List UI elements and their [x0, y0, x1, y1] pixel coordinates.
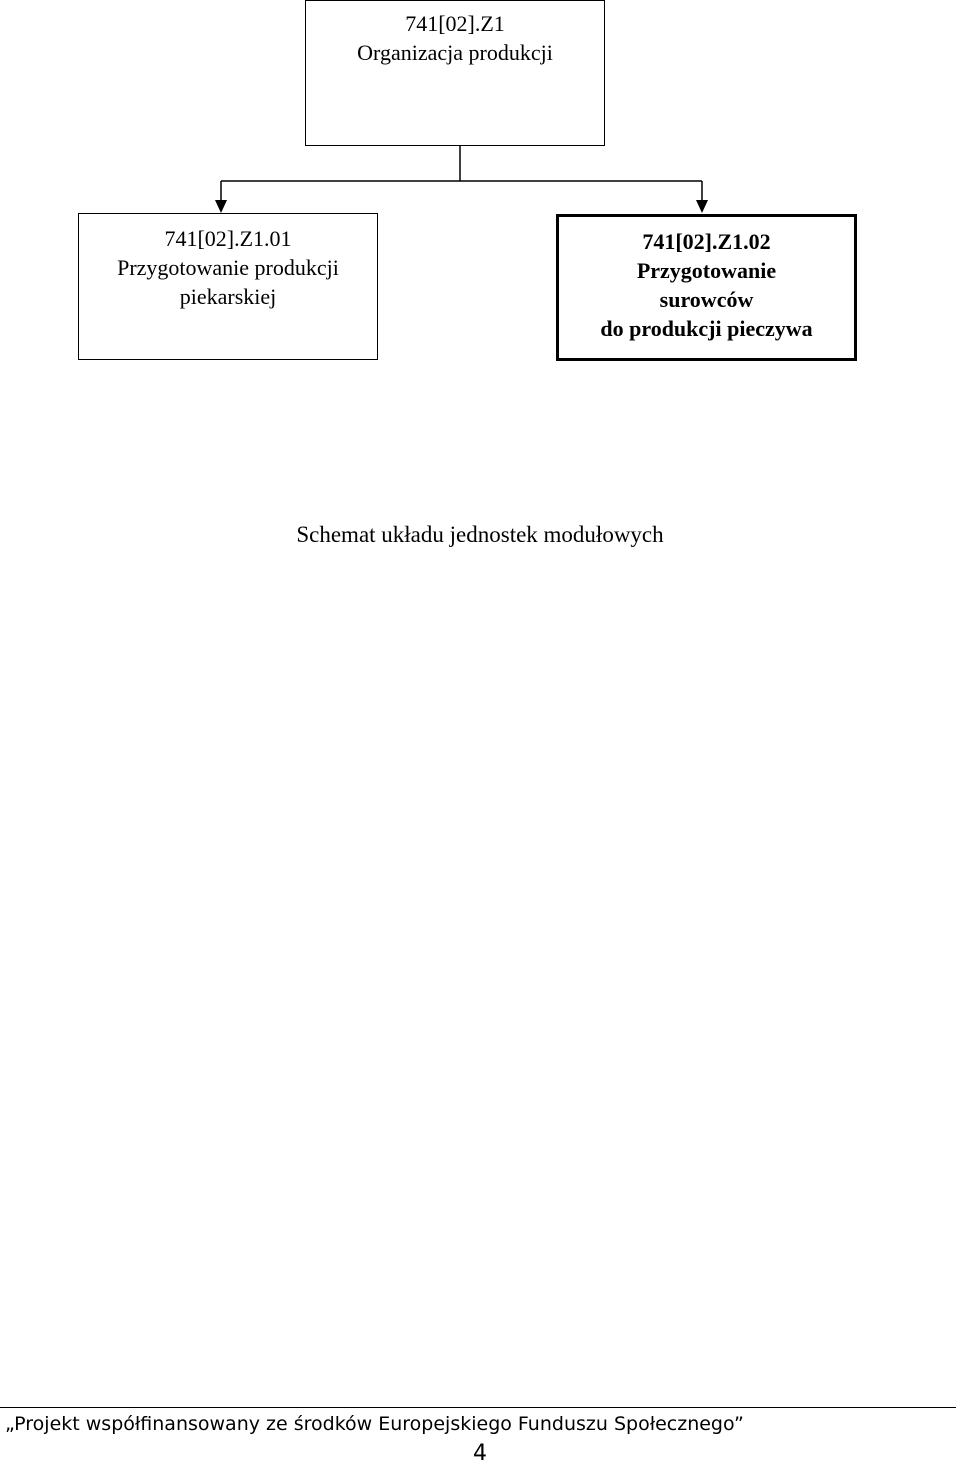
child-module-line: piekarskiej — [179, 284, 277, 309]
child-module-box-02 — [556, 214, 857, 361]
footer-divider — [0, 1407, 956, 1408]
arrowhead-right — [696, 200, 708, 213]
child-module-line: surowców — [659, 287, 754, 312]
child-module-code: 741[02].Z1.02 — [642, 229, 771, 254]
arrowhead-left — [215, 200, 227, 213]
child-module-line: Przygotowanie produkcji — [117, 255, 339, 280]
footer-project-text: „Projekt współfinansowany ze środków Europejskiego Funduszu Społecznego” — [5, 1413, 744, 1435]
child-module-box-01 — [78, 213, 378, 360]
root-module-title: Organizacja produkcji — [357, 40, 553, 65]
page-number: 4 — [473, 1441, 487, 1466]
child-module-code: 741[02].Z1.01 — [164, 226, 292, 251]
child-module-line: Przygotowanie — [636, 258, 777, 283]
root-module-code: 741[02].Z1 — [405, 11, 505, 36]
diagram-caption: Schemat układu jednostek modułowych — [296, 522, 664, 547]
child-module-line: do produkcji pieczywa — [600, 316, 813, 341]
root-module-box — [305, 0, 605, 146]
